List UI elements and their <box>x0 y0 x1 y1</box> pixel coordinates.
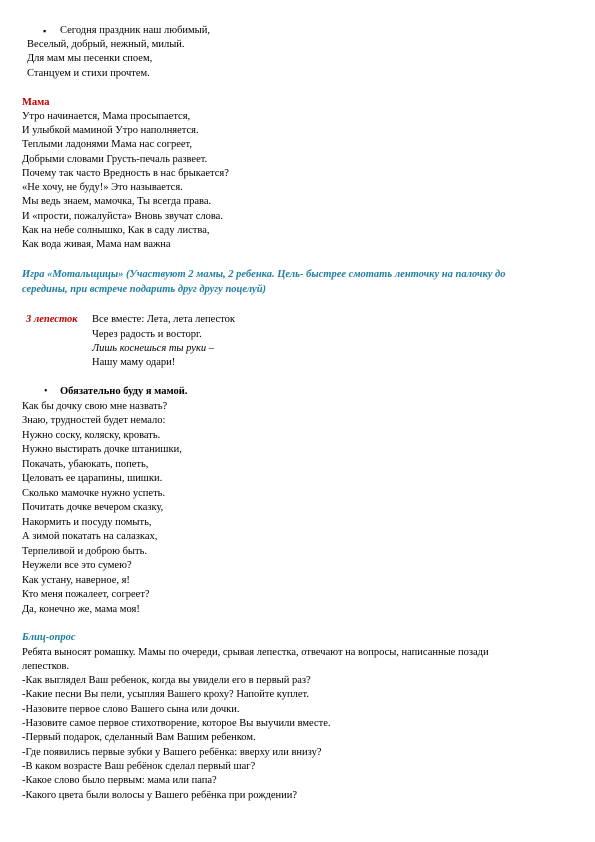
poem2-line-7: Сколько мамочке нужно успеть. <box>22 488 166 499</box>
intro-line-1: Сегодня праздник наш любимый, <box>60 25 210 36</box>
game-description-line-2: середины, при встрече подарить друг другу поцелуй) <box>22 284 267 295</box>
mama-line-10: Как вода живая, Мама нам важна <box>22 239 171 250</box>
poem2-line-15: Да, конечно же, мама моя! <box>22 604 140 615</box>
mama-line-5: Почему так часто Вредность в нас брыкается? <box>22 168 229 179</box>
blitz-question-8: -Какое слово было первым: мама или папа? <box>22 775 217 786</box>
mama-line-7: Мы ведь знаем, мамочка, Ты всегда права. <box>22 196 212 207</box>
petal-3-first-line: Все вместе: Лета, лета лепесток <box>92 314 236 325</box>
mama-line-4: Добрыми словами Грусть-печаль развеет. <box>22 154 208 165</box>
poem2-line-9: Накормить и посуду помыть, <box>22 517 152 528</box>
mama-title: Мама <box>22 97 50 108</box>
bullet-square-icon: ▪ <box>43 26 47 36</box>
poem2-line-2: Знаю, трудностей будет немало: <box>22 415 166 426</box>
poem2-line-8: Почитать дочке вечером сказку, <box>22 502 164 513</box>
petal-3-line-3: Лишь коснешься ты руки – <box>92 343 214 354</box>
game-description-line-1: Игра «Мотальщицы» (Участвуют 2 мамы, 2 ребенка. Цель- быстрее смотать ленточку на палочку до <box>22 269 506 280</box>
blitz-question-2: -Какие песни Вы пели, усыпляя Вашего кроху? Напойте куплет. <box>22 689 309 700</box>
petal-3-line-4: Нашу маму одари! <box>92 357 176 368</box>
poem2-line-6: Целовать ее царапины, шишки. <box>22 473 163 484</box>
mama-line-6: «Не хочу, не буду!» Это называется. <box>22 182 183 193</box>
mama-line-1: Утро начинается, Мама просыпается, <box>22 111 191 122</box>
poem2-line-14: Кто меня пожалеет, согреет? <box>22 589 150 600</box>
blitz-question-1: -Как выглядел Ваш ребенок, когда вы увидели его в первый раз? <box>22 675 311 686</box>
poem2-line-3: Нужно соску, коляску, кровать. <box>22 430 161 441</box>
intro-line-4: Станцуем и стихи прочтем. <box>27 68 150 79</box>
poem2-line-10: А зимой покатать на салазках, <box>22 531 158 542</box>
blitz-question-9: -Какого цвета были волосы у Вашего ребёнка при рождении? <box>22 790 297 801</box>
blitz-intro-line-2: лепестков. <box>22 661 70 672</box>
blitz-question-6: -Где появились первые зубки у Вашего ребёнка: вверху или внизу? <box>22 747 322 758</box>
blitz-intro-line-1: Ребята выносят ромашку. Мамы по очереди, срывая лепестка, отвечают на вопросы, написанные позади <box>22 647 489 658</box>
mama-line-2: И улыбкой маминой Утро наполняется. <box>22 125 199 136</box>
poem2-line-12: Неужели все это сумею? <box>22 560 132 571</box>
poem2-line-4: Нужно выстирать дочке штанишки, <box>22 444 182 455</box>
poem2-line-13: Как устану, наверное, я! <box>22 575 130 586</box>
poem2-line-1: Как бы дочку свою мне назвать? <box>22 401 168 412</box>
intro-line-2: Веселый, добрый, нежный, милый. <box>27 39 185 50</box>
mama-line-9: Как на небе солнышко, Как в саду листва, <box>22 225 210 236</box>
mama-line-3: Теплыми ладонями Мама нас согреет, <box>22 139 192 150</box>
mama-line-8: И «прости, пожалуйста» Вновь звучат слова. <box>22 211 223 222</box>
blitz-question-5: -Первый подарок, сделанный Вам Вашим ребенком. <box>22 732 256 743</box>
poem2-line-11: Терпеливой и доброю быть. <box>22 546 147 557</box>
blitz-question-4: -Назовите самое первое стихотворение, которое Вы выучили вместе. <box>22 718 331 729</box>
intro-line-3: Для мам мы песенки споем, <box>27 53 153 64</box>
blitz-question-7: -В каком возрасте Ваш ребёнок сделал первый шаг? <box>22 761 256 772</box>
poem2-line-5: Покачать, убаюкать, попеть, <box>22 459 149 470</box>
petal-3-line-2: Через радость и восторг. <box>92 329 202 340</box>
bullet-dot-icon: • <box>44 386 48 397</box>
blitz-title: Блиц-опрос <box>22 632 76 643</box>
poem2-title: Обязательно буду я мамой. <box>60 386 188 397</box>
petal-3-label: 3 лепесток <box>26 314 78 325</box>
blitz-question-3: -Назовите первое слово Вашего сына или дочки. <box>22 704 240 715</box>
